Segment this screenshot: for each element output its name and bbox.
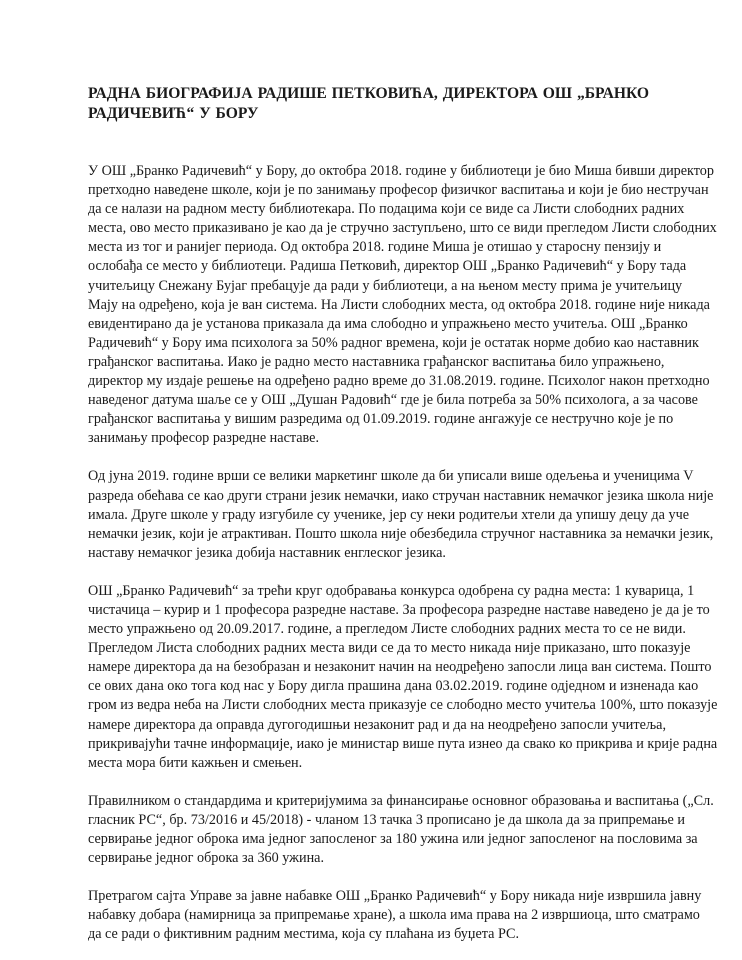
paragraph-line: претходно наведене школе, који је по занимању професор физичког васпитања и који је био нестручан: [88, 182, 709, 199]
paragraph-line: Прегледом Листа слободних радних места види се да то место никада није приказано, што показује: [88, 640, 691, 657]
paragraph-line: немачки језик, који је атрактиван. Пошто школа није обезбедила стручног наставника за немачки језик,: [88, 525, 714, 542]
body-paragraph: [88, 467, 714, 562]
paragraph-line: чистачица – курир и 1 професора разредне наставе. За професора разредне наставе наведено је да је то: [88, 601, 710, 618]
body-paragraph: [88, 887, 702, 944]
paragraph-line: наведеног датума шаље се у ОШ „Душан Радовић“ где је била потреба за 50% психолога, а за часове: [88, 392, 698, 409]
paragraph-line: Мају на одређено, која је ван система. На Листи слободних места, од октобра 2018. године није никада: [88, 296, 710, 313]
body-paragraph: [88, 792, 714, 868]
paragraph-line: ОШ „Бранко Радичевић“ за трећи круг одобравања конкурса одобрена су радна места: 1 куварица, 1: [88, 582, 695, 599]
paragraph-line: имала. Друге школе у граду изгубиле су ученике, јер су неки родитељи хтели да упишу децу да уче: [88, 506, 689, 523]
paragraph-line: да се ради о фиктивним радним местима, која су плаћана из буџета РС.: [88, 926, 520, 943]
paragraph-line: намере директора да оправда дугогодишњи незаконит рад и да на неодређено запосли учитеља,: [88, 716, 667, 733]
paragraph-line: набавку добара (намирница за припремање хране), а школа има права на 2 извршиоца, што сматрамо: [88, 907, 700, 924]
paragraph-line: сервирање једног оброка за 360 ужина.: [88, 850, 325, 867]
document-title: [88, 84, 662, 123]
paragraph-line: место упражњено од 20.09.2017. године, а прегледом Листе слободних радних места то се не види.: [88, 621, 686, 638]
paragraph-line: грађанског васпитања. Иако је радно место наставника грађанског васпитања било упражњено,: [88, 353, 665, 370]
paragraph-line: сервирање једног оброка има једног запосленог за 180 ужина или једног запосленог на пословима за: [88, 831, 698, 847]
paragraph-line: Правилником о стандардима и критеријумима за финансирање основног образовања и васпитања („Сл.: [88, 792, 714, 809]
paragraph-line: грађанског васпитања у вишим разредима од 01.09.2019. године ангажује се нестручно које је по: [88, 411, 674, 428]
paragraph-line: директор му издаје решење на одређено радно време до 31.08.2019. године. Психолог након претходно: [88, 373, 710, 390]
paragraph-line: прикривајући тачне информације, иако је министар више пута изнео да свако ко прикрива и крије радна: [88, 735, 718, 752]
paragraph-line: да се налази на радном месту библиотекара. По подацима који се виде са Листи слободних радних: [88, 201, 685, 218]
paragraph-line: наставу немачког језика добија наставник енглеског језика.: [88, 544, 446, 561]
paragraph-line: места мора бити кажњен и смењен.: [88, 754, 303, 771]
paragraph-line: Радичевић“ у Бору има психолога за 50% радног времена, који је остатак норме добио као наставник: [88, 334, 699, 351]
paragraph-line: Од јуна 2019. године врши се велики маркетинг школе да би уписали више одељења и ученицима V: [88, 468, 694, 485]
document-body: [88, 162, 718, 944]
paragraph-line: намере директора да на безобразан и незаконит начин на неодређено запосли лица ван система. Пошто: [88, 659, 712, 676]
title-line: РАДНА БИОГРАФИЈА РАДИШЕ ПЕТКОВИЋА, ДИРЕКТОРА ОШ „БРАНКО: [88, 85, 650, 102]
paragraph-line: ослобађа се место у библиотеци. Радиша Петковић, директор ОШ „Бранко Радичевић“ у Бору тада: [88, 258, 687, 275]
paragraph-line: евидентирано да је установа приказала да има слободно и упражњено место учитеља. ОШ „Бранко: [88, 315, 688, 332]
body-paragraph: [88, 162, 717, 448]
paragraph-line: места из тог и ранијег периода. Од октобра 2018. године Миша је отишао у старосну пензију и: [88, 239, 662, 256]
paragraph-line: занимању професор разредне наставе.: [88, 430, 319, 447]
title-line: РАДИЧЕВИЋ“ У БОРУ: [88, 104, 259, 122]
body-paragraph: [88, 582, 718, 773]
paragraph-line: гласник РС“, бр. 73/2016 и 45/2018) - чланом 13 тачка 3 прописано је да школа да за припремање и: [88, 811, 685, 828]
paragraph-line: места, ово место приказивано је као да је стручно заступљено, што се види прегледом Листи слободних: [88, 220, 717, 237]
paragraph-line: Претрагом сајта Управе за јавне набавке ОШ „Бранко Радичевић“ у Бору никада није извршила јавну: [88, 888, 702, 905]
paragraph-line: се ових дана око тога код нас у Бору дигла прашина дана 03.02.2019. године одједном и изненада као: [88, 678, 699, 695]
paragraph-line: У ОШ „Бранко Радичевић“ у Бору, до октобра 2018. године у библиотеци је био Миша бивши директор: [88, 163, 714, 179]
paragraph-line: разреда обећава се као други страни језик немачки, иако стручан наставник немачког језика школа није: [88, 487, 714, 504]
paragraph-line: гром из ведра неба на Листи слободних места приказује се слободно место учитеља 100%, што показује: [88, 697, 718, 714]
paragraph-line: учитељицу Снежану Бујаг пребацује да ради у библиотеци, а на њеном месту прима је учитељицу: [88, 277, 683, 294]
